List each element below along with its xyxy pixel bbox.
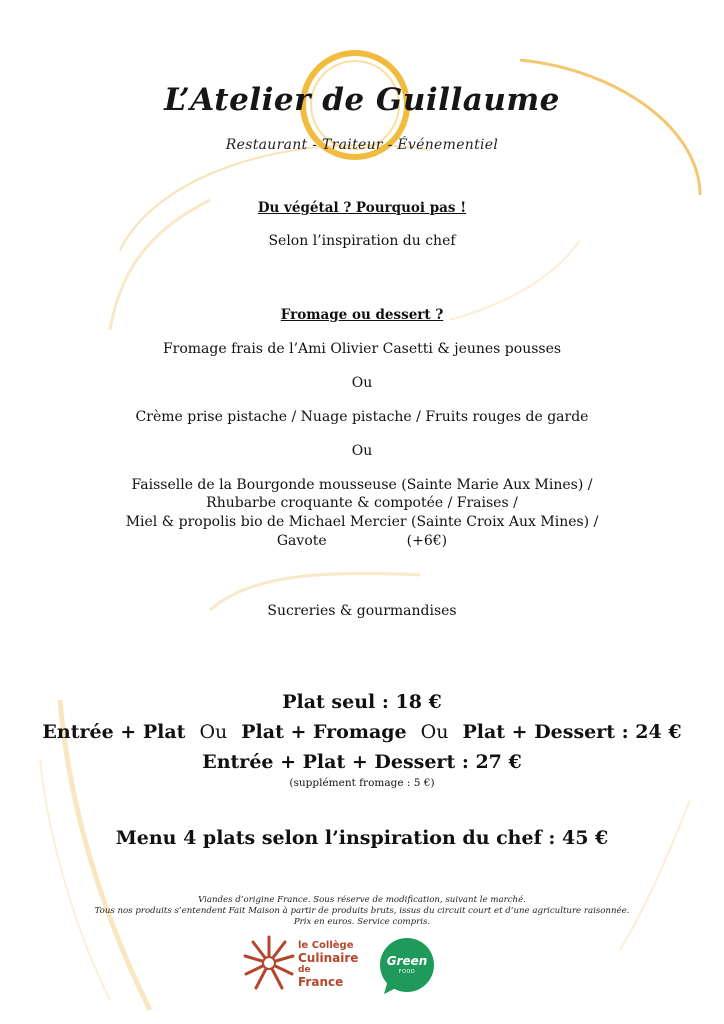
college-culinaire-emblem-icon — [240, 932, 298, 994]
sucreries-text: Sucreries & gourmandises — [267, 603, 457, 619]
separator-ou: Ou — [351, 375, 373, 391]
green-food-label: Green — [386, 954, 428, 968]
price-menu-4-plats: Menu 4 plats selon l’inspiration du chef : 45 € — [115, 827, 609, 849]
separator-ou: Ou — [199, 721, 228, 743]
supplement-fromage-note: (supplément fromage : 5 €) — [289, 777, 435, 789]
separator-ou: Ou — [420, 721, 449, 743]
green-food-logo — [378, 936, 440, 998]
section-heading-fromage-dessert: Fromage ou dessert ? — [280, 307, 444, 323]
restaurant-tagline: Restaurant - Traiteur - Événementiel — [225, 137, 499, 153]
college-culinaire-wordmark: le Collège Culinaire de France — [298, 940, 359, 989]
combo-plat-dessert: Plat + Dessert : 24 € — [462, 721, 682, 743]
restaurant-name: L’Atelier de Guillaume — [164, 82, 560, 118]
menu-item-faisselle-line1: Faisselle de la Bourgonde mousseuse (Sainte Marie Aux Mines) / — [131, 477, 593, 493]
green-food-sub: FOOD — [398, 969, 416, 975]
menu-item-faisselle-line3: Miel & propolis bio de Michael Mercier (Sainte Croix Aux Mines) / — [125, 514, 599, 530]
price-entree-plat-dessert: Entrée + Plat + Dessert : 27 € — [202, 751, 522, 773]
price-plat-seul: Plat seul : 18 € — [282, 691, 442, 713]
restaurant-logo — [0, 40, 724, 170]
price-combo-24 — [0, 720, 724, 744]
vegetal-text: Selon l’inspiration du chef — [268, 233, 456, 249]
footer-origin-note: Viandes d’origine France. Sous réserve de modification, suivant le marché. — [198, 895, 526, 905]
combo-entree-plat: Entrée + Plat — [42, 721, 186, 743]
supplement-price: (+6€) — [406, 533, 448, 549]
menu-item-faisselle-line2: Rhubarbe croquante & compotée / Fraises / — [206, 495, 518, 511]
combo-plat-fromage: Plat + Fromage — [241, 721, 407, 743]
footer-prices-note: Prix en euros. Service compris. — [293, 917, 431, 927]
separator-ou: Ou — [351, 443, 373, 459]
menu-item-creme-pistache: Crème prise pistache / Nuage pistache / Fruits rouges de garde — [135, 409, 589, 425]
section-heading-vegetal: Du végétal ? Pourquoi pas ! — [257, 200, 467, 216]
college-culinaire-logo — [240, 932, 360, 994]
menu-item-fromage: Fromage frais de l’Ami Olivier Casetti & jeunes pousses — [162, 341, 562, 357]
footer-fait-maison-note: Tous nos produits s’entendent Fait Maison à partir de produits bruts, issus du circuit court et d’une agriculture raisonnée. — [94, 906, 630, 916]
menu-item-faisselle-line4 — [0, 532, 724, 550]
gavote-label: Gavote — [276, 533, 327, 549]
